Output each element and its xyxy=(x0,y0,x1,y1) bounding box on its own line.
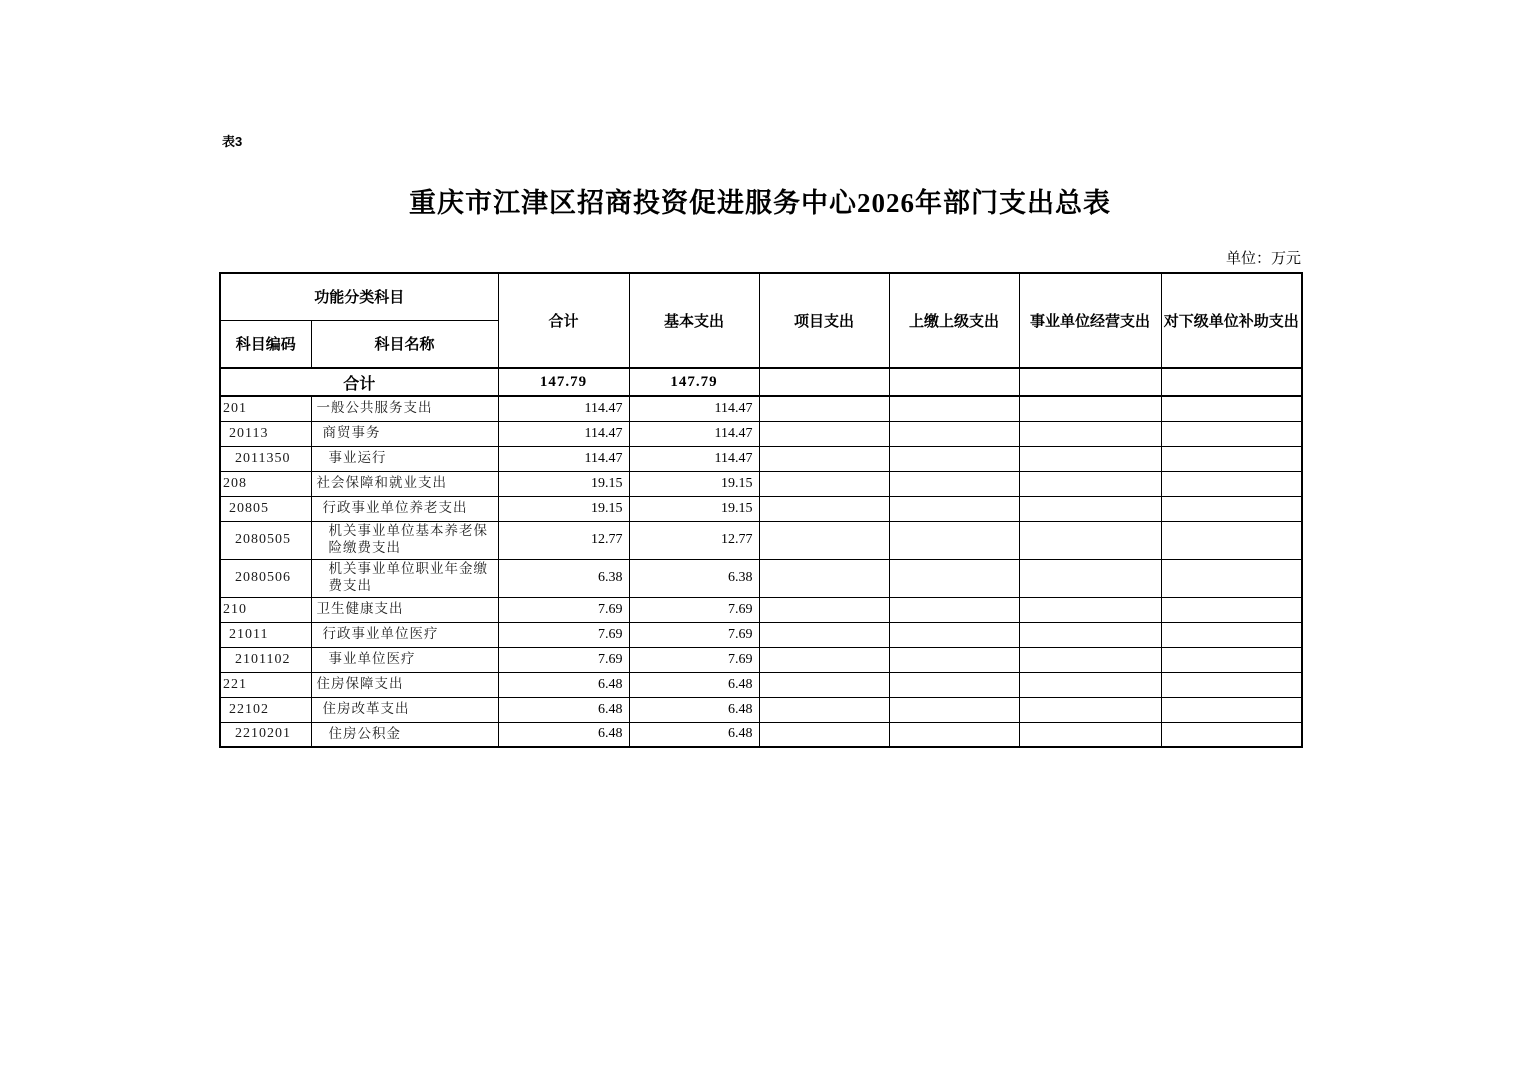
subject-code: 221 xyxy=(220,672,311,697)
operating-value xyxy=(1019,597,1161,622)
subsidy-value xyxy=(1161,722,1302,747)
total-row-upper-value xyxy=(889,368,1019,396)
total-value: 6.38 xyxy=(498,559,629,597)
subsidy-value xyxy=(1161,647,1302,672)
basic-value: 19.15 xyxy=(629,496,759,521)
total-value: 6.48 xyxy=(498,722,629,747)
upper-value xyxy=(889,559,1019,597)
upper-value xyxy=(889,647,1019,672)
total-row-operating-value xyxy=(1019,368,1161,396)
project-value xyxy=(759,622,889,647)
project-value xyxy=(759,446,889,471)
subsidy-value xyxy=(1161,471,1302,496)
operating-value xyxy=(1019,559,1161,597)
total-value: 6.48 xyxy=(498,697,629,722)
page-title: 重庆市江津区招商投资促进服务中心2026年部门支出总表 xyxy=(409,188,1111,218)
subject-code: 201 xyxy=(220,396,311,421)
subsidy-value xyxy=(1161,496,1302,521)
total-row-total-value: 147.79 xyxy=(498,368,629,396)
subsidy-value xyxy=(1161,672,1302,697)
project-value xyxy=(759,722,889,747)
total-value: 12.77 xyxy=(498,521,629,559)
project-value xyxy=(759,647,889,672)
subject-code: 22102 xyxy=(220,697,311,722)
unit-label: 单位：万元 xyxy=(1225,251,1301,267)
basic-value: 7.69 xyxy=(629,647,759,672)
header-operating-expenditure: 事业单位经营支出 xyxy=(1019,273,1161,368)
table-row xyxy=(220,396,1302,421)
expenditure-table xyxy=(219,272,1303,748)
subject-code: 210 xyxy=(220,597,311,622)
subject-name: 商贸事务 xyxy=(311,421,498,446)
project-value xyxy=(759,672,889,697)
upper-value xyxy=(889,597,1019,622)
basic-value: 6.38 xyxy=(629,559,759,597)
total-value: 6.48 xyxy=(498,672,629,697)
total-value: 19.15 xyxy=(498,496,629,521)
subsidy-value xyxy=(1161,446,1302,471)
subject-name: 住房改革支出 xyxy=(311,697,498,722)
total-value: 7.69 xyxy=(498,647,629,672)
operating-value xyxy=(1019,672,1161,697)
project-value xyxy=(759,421,889,446)
subsidy-value xyxy=(1161,421,1302,446)
operating-value xyxy=(1019,446,1161,471)
total-value: 7.69 xyxy=(498,597,629,622)
subsidy-value xyxy=(1161,622,1302,647)
basic-value: 114.47 xyxy=(629,421,759,446)
total-value: 19.15 xyxy=(498,471,629,496)
operating-value xyxy=(1019,421,1161,446)
subsidy-value xyxy=(1161,597,1302,622)
header-total: 合计 xyxy=(498,273,629,368)
upper-value xyxy=(889,446,1019,471)
operating-value xyxy=(1019,471,1161,496)
header-function-classification: 功能分类科目 xyxy=(220,273,498,320)
table-row xyxy=(220,697,1302,722)
subject-name: 机关事业单位职业年金缴费支出 xyxy=(311,559,498,597)
project-value xyxy=(759,521,889,559)
subject-name: 社会保障和就业支出 xyxy=(311,471,498,496)
total-value: 114.47 xyxy=(498,446,629,471)
subject-code: 21011 xyxy=(220,622,311,647)
subject-name: 行政事业单位医疗 xyxy=(311,622,498,647)
subsidy-value xyxy=(1161,521,1302,559)
total-row xyxy=(220,368,1302,396)
upper-value xyxy=(889,496,1019,521)
upper-value xyxy=(889,697,1019,722)
project-value xyxy=(759,597,889,622)
upper-value xyxy=(889,722,1019,747)
operating-value xyxy=(1019,697,1161,722)
table-row xyxy=(220,559,1302,597)
total-row-basic-value: 147.79 xyxy=(629,368,759,396)
subject-code: 20113 xyxy=(220,421,311,446)
table-row xyxy=(220,421,1302,446)
subject-name: 住房保障支出 xyxy=(311,672,498,697)
project-value xyxy=(759,697,889,722)
upper-value xyxy=(889,672,1019,697)
subsidy-value xyxy=(1161,697,1302,722)
table-row xyxy=(220,722,1302,747)
total-value: 114.47 xyxy=(498,396,629,421)
operating-value xyxy=(1019,722,1161,747)
basic-value: 6.48 xyxy=(629,697,759,722)
operating-value xyxy=(1019,396,1161,421)
table-row xyxy=(220,471,1302,496)
table-row xyxy=(220,622,1302,647)
subject-code: 2101102 xyxy=(220,647,311,672)
upper-value xyxy=(889,396,1019,421)
basic-value: 114.47 xyxy=(629,446,759,471)
basic-value: 12.77 xyxy=(629,521,759,559)
upper-value xyxy=(889,471,1019,496)
basic-value: 7.69 xyxy=(629,622,759,647)
table-number-tag: 表3 xyxy=(222,134,243,149)
subject-code: 2011350 xyxy=(220,446,311,471)
subject-name: 事业运行 xyxy=(311,446,498,471)
basic-value: 114.47 xyxy=(629,396,759,421)
table-row xyxy=(220,647,1302,672)
basic-value: 7.69 xyxy=(629,597,759,622)
basic-value: 19.15 xyxy=(629,471,759,496)
subject-code: 2080505 xyxy=(220,521,311,559)
table-row xyxy=(220,521,1302,559)
table-row xyxy=(220,597,1302,622)
subject-name: 一般公共服务支出 xyxy=(311,396,498,421)
subject-name: 行政事业单位养老支出 xyxy=(311,496,498,521)
upper-value xyxy=(889,421,1019,446)
total-value: 114.47 xyxy=(498,421,629,446)
upper-value xyxy=(889,622,1019,647)
header-subsidy-lower-units: 对下级单位补助支出 xyxy=(1161,273,1302,368)
operating-value xyxy=(1019,622,1161,647)
header-subject-code: 科目编码 xyxy=(220,320,311,368)
total-value: 7.69 xyxy=(498,622,629,647)
table-row xyxy=(220,496,1302,521)
header-subject-name: 科目名称 xyxy=(311,320,498,368)
header-upper-level-payment: 上缴上级支出 xyxy=(889,273,1019,368)
project-value xyxy=(759,559,889,597)
header-basic-expenditure: 基本支出 xyxy=(629,273,759,368)
subject-name: 事业单位医疗 xyxy=(311,647,498,672)
subject-code: 2210201 xyxy=(220,722,311,747)
basic-value: 6.48 xyxy=(629,722,759,747)
project-value xyxy=(759,496,889,521)
table-row xyxy=(220,446,1302,471)
total-row-subsidy-value xyxy=(1161,368,1302,396)
operating-value xyxy=(1019,647,1161,672)
subject-code: 20805 xyxy=(220,496,311,521)
subsidy-value xyxy=(1161,559,1302,597)
subject-name: 住房公积金 xyxy=(311,722,498,747)
operating-value xyxy=(1019,496,1161,521)
table-row xyxy=(220,672,1302,697)
project-value xyxy=(759,471,889,496)
subject-name: 卫生健康支出 xyxy=(311,597,498,622)
subject-code: 208 xyxy=(220,471,311,496)
subsidy-value xyxy=(1161,396,1302,421)
header-row-1 xyxy=(220,273,1302,320)
project-value xyxy=(759,396,889,421)
operating-value xyxy=(1019,521,1161,559)
header-project-expenditure: 项目支出 xyxy=(759,273,889,368)
subject-code: 2080506 xyxy=(220,559,311,597)
upper-value xyxy=(889,521,1019,559)
total-row-project-value xyxy=(759,368,889,396)
total-row-label: 合计 xyxy=(220,368,498,396)
subject-name: 机关事业单位基本养老保险缴费支出 xyxy=(311,521,498,559)
basic-value: 6.48 xyxy=(629,672,759,697)
